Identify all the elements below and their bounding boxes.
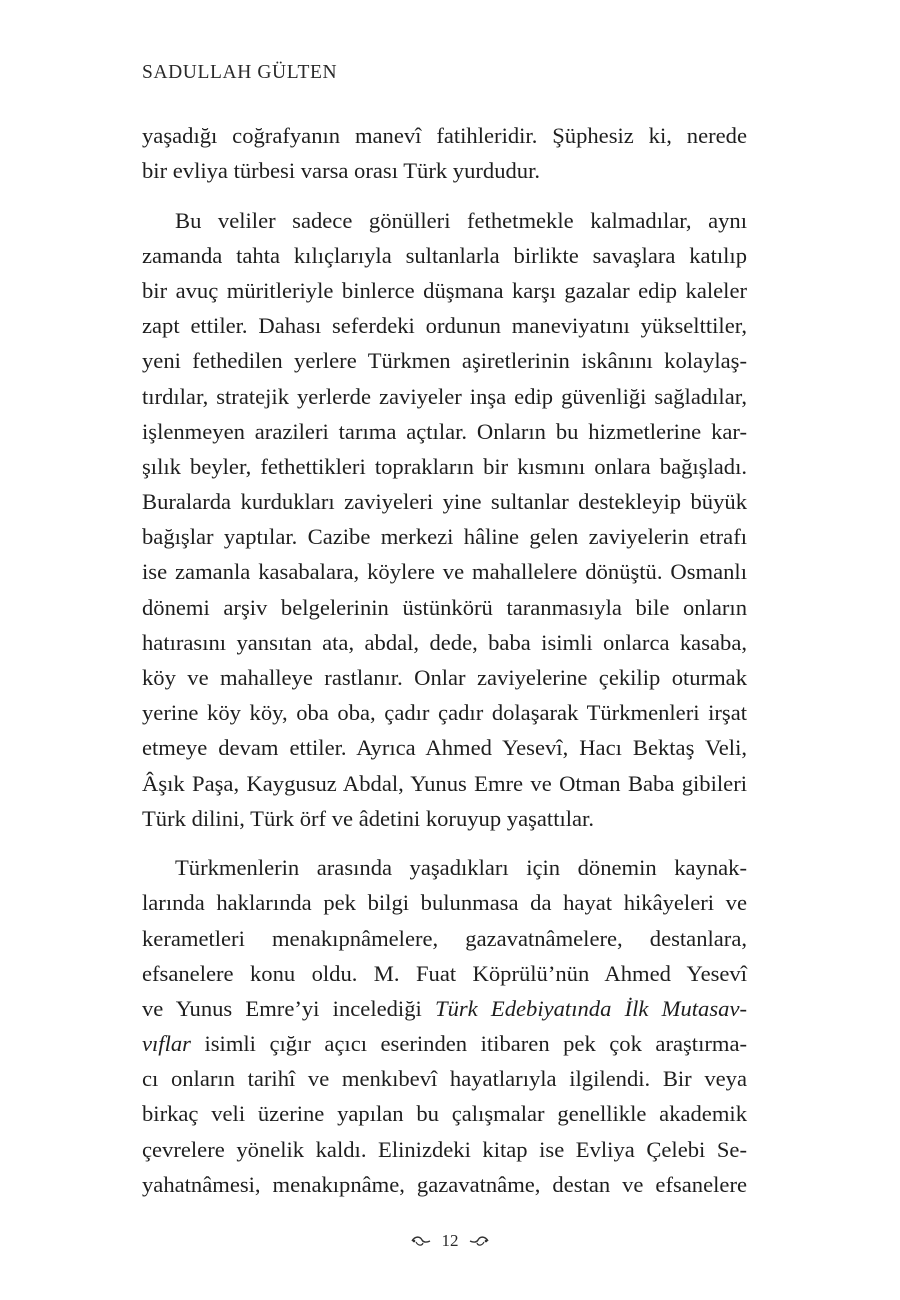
paragraph: [142, 203, 747, 836]
book-title: vıflar: [142, 1031, 191, 1057]
right-fleuron-icon: [469, 1235, 489, 1247]
text-line: dönemi arşiv belgelerinin üstünkörü taranmasıyla bile onların: [142, 594, 747, 620]
text-line: köy ve mahalleye rastlanır. Onlar zaviyelerine çekilip oturmak: [142, 665, 747, 690]
text-line: bir evliya türbesi varsa orası Türk yurdudur.: [142, 158, 541, 184]
text-line: kerametleri menakıpnâmelere, gazavatnâmelere, destanlara,: [142, 925, 747, 951]
text-line: bağışlar yaptılar. Cazibe merkezi hâline gelen zaviyelerin etrafı: [142, 524, 747, 550]
body-text: [142, 118, 747, 1202]
text-line: Bu veliler sadece gönülleri fethetmekle kalmadılar, aynı: [175, 207, 747, 233]
text-line: yerine köy köy, oba oba, çadır çadır dolaşarak Türkmenleri irşat: [142, 700, 747, 726]
text-line: larında haklarında pek bilgi bulunmasa da hayat hikâyeleri ve: [142, 890, 747, 916]
text-line: bir avuç müritleriyle binlerce düşmana karşı gazalar edip kaleler: [142, 277, 747, 303]
text-line: yahatnâmesi, menakıpnâme, gazavatnâme, destan ve efsanelere: [142, 1171, 747, 1197]
text-line: zapt ettiler. Dahası seferdeki ordunun maneviyatını yükselttiler,: [142, 313, 747, 339]
text-line: tırdılar, stratejik yerlerde zaviyeler inşa edip güvenliği sağladılar,: [142, 383, 747, 409]
paragraph-spacing: [142, 836, 747, 850]
running-head: SADULLAH GÜLTEN: [142, 62, 338, 83]
book-title: Türk Edebiyatında İlk Mutasav-: [435, 995, 747, 1021]
text-line: hatırasını yansıtan ata, abdal, dede, baba isimli onlarca kasaba,: [142, 629, 747, 655]
text-line: yaşadığı coğrafyanın manevî fatihleridir. Şüphesiz ki, nerede: [142, 123, 747, 148]
text-line: birkaç veli üzerine yapılan bu çalışmalar genellikle akademik: [142, 1101, 747, 1127]
text-line: Buralarda kurdukları zaviyeleri yine sultanlar destekleyip büyük: [142, 489, 747, 515]
paragraph: [142, 850, 747, 1202]
text-line: yeni fethedilen yerlere Türkmen aşiretlerinin iskânını kolaylaş-: [142, 348, 747, 374]
text-line: ise zamanla kasabalara, köylere ve mahallelere dönüştü. Osmanlı: [142, 559, 747, 585]
text-line: etmeye devam ettiler. Ayrıca Ahmed Yesevî, Hacı Bektaş Veli,: [142, 735, 747, 761]
paragraph: [142, 118, 747, 188]
text-line: efsanelere konu oldu. M. Fuat Köprülü’nün Ahmed Yesevî: [142, 960, 747, 986]
line-text: isimli çığır açıcı eserinden itibaren pek çok araştırma-: [190, 1031, 747, 1057]
page-number: 12: [441, 1231, 459, 1251]
text-line: zamanda tahta kılıçlarıyla sultanlarla birlikte savaşlara katılıp: [142, 242, 747, 268]
text-line: Türkmenlerin arasında yaşadıkları için dönemin kaynak-: [175, 855, 747, 881]
text-line: işlenmeyen arazileri tarıma açtılar. Onların bu hizmetlerine kar-: [142, 418, 747, 444]
text-line: [142, 1026, 747, 1061]
text-line: cı onların tarihî ve menkıbevî hayatlarıyla ilgilendi. Bir veya: [142, 1066, 747, 1092]
left-fleuron-icon: [411, 1235, 431, 1247]
page-folio: [0, 1230, 900, 1251]
text-line: çevrelere yönelik kaldı. Elinizdeki kitap ise Evliya Çelebi Se-: [142, 1136, 747, 1162]
text-line: Âşık Paşa, Kaygusuz Abdal, Yunus Emre ve Otman Baba gibileri: [142, 770, 747, 796]
text-line: Türk dilini, Türk örf ve âdetini koruyup yaşattılar.: [142, 805, 594, 831]
line-text: ve Yunus Emre’yi incelediği: [142, 995, 435, 1021]
paragraph-spacing: [142, 188, 747, 202]
text-line: şılık beyler, fethettikleri toprakların bir kısmını onlara bağışladı.: [142, 453, 747, 479]
text-line: [142, 991, 747, 1026]
